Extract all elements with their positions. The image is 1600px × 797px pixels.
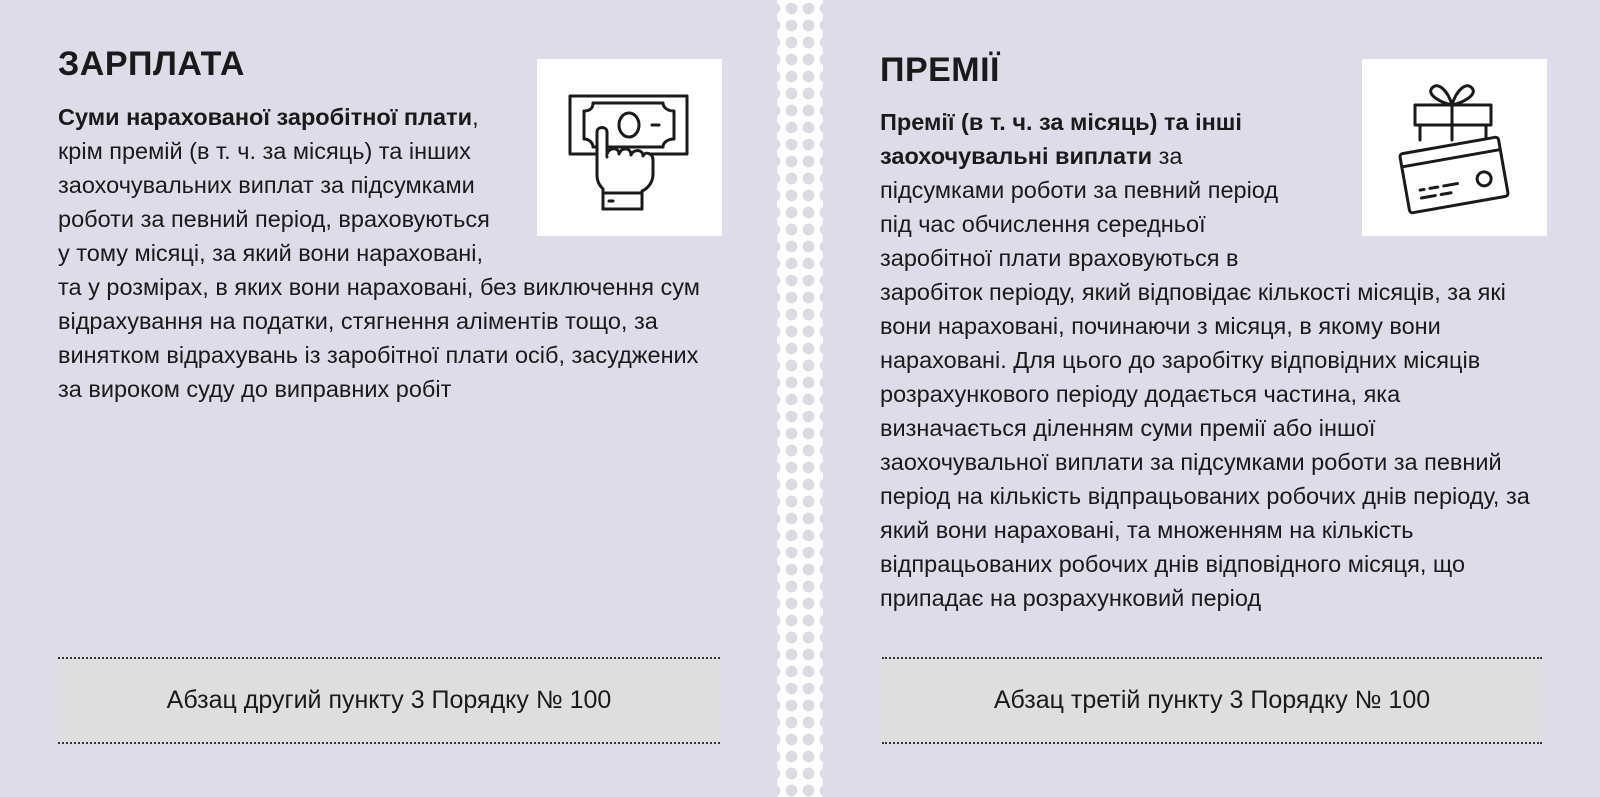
bonuses-text: за підсумками роботи за певний період під час обчислення середньої заробітної плати враховуються в заробіток періоду, який відповідає кількості місяців, за які вони нараховані, починаючи з місяця, в якому вони нараховані. Для цього до заробітку відповідних місяців розрахункового періоду додається частина, яка визначається діленням суми премії або іншої заохочувальної виплати за підсумками роботи за певний період на кількість відпрацьованих робочих днів періоду, за який вони нараховані, та множенням на кількість відпрацьованих робочих днів відповідного місяця, що припадає на розрахунковий період	[880, 143, 1530, 611]
bonuses-title: ПРЕМІЇ	[880, 51, 1000, 89]
salary-title: ЗАРПЛАТА	[58, 45, 245, 83]
bonuses-description	[880, 105, 1545, 615]
salary-reference	[58, 657, 720, 744]
page-spine-divider	[777, 0, 823, 797]
bonuses-reference-text: Абзац третій пункту 3 Порядку № 100	[993, 686, 1431, 714]
salary-reference-text: Абзац другий пункту 3 Порядку № 100	[166, 686, 612, 714]
text-wrap-spacer	[494, 100, 726, 270]
text-wrap-spacer	[1313, 105, 1545, 275]
salary-description	[58, 100, 726, 406]
bonuses-reference	[882, 657, 1542, 744]
salary-lead: Суми нарахованої заробітної плати	[58, 104, 473, 130]
bonuses-lead: Премії (в т. ч. за місяць) та інші заохочувальні виплати	[880, 109, 1242, 169]
salary-text: , крім премій (в т. ч. за місяць) та інших заохочувальних виплат за підсумками роботи за певний період, враховуються у тому місяці, за який вони нараховані, та у розмірах, в яких вони нараховані, без виключення сум відрахування на податки, стягнення аліментів тощо, за винятком відрахувань із заробітної плати осіб, засуджених за вироком суду до виправних робіт	[58, 104, 700, 402]
